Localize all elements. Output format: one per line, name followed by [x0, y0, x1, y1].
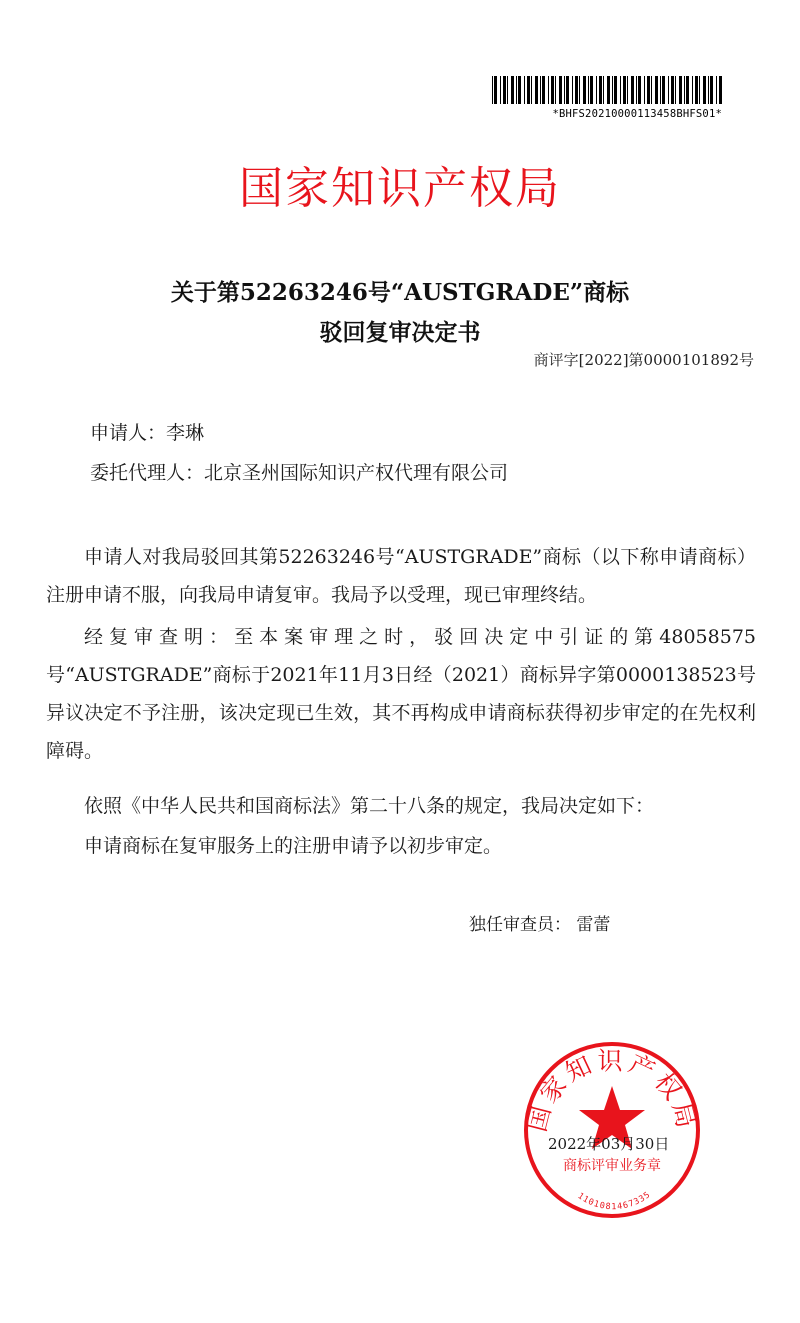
- barcode-bar: [518, 76, 521, 104]
- barcode-bar: [542, 76, 545, 104]
- examiner-signature: 独任审查员： 雷蕾: [469, 915, 611, 935]
- barcode-bar: [612, 76, 613, 104]
- barcode-bar: [631, 76, 634, 104]
- barcode-bar: [548, 76, 549, 104]
- barcode-bar: [527, 76, 530, 104]
- barcode-bar: [684, 76, 685, 104]
- barcode-bar: [695, 76, 698, 104]
- paragraph-4: 申请商标在复审服务上的注册申请予以初步审定。: [84, 835, 503, 857]
- barcode-bar: [507, 76, 508, 104]
- official-seal: [522, 1040, 702, 1220]
- barcode-bar: [583, 76, 586, 104]
- barcode-bar: [703, 76, 706, 104]
- barcode-bar: [535, 76, 538, 104]
- barcode-bar: [679, 76, 682, 104]
- barcode-bar: [675, 76, 676, 104]
- barcode-bar: [662, 76, 665, 104]
- barcode-text: *BHFS20210000113458BHFS01*: [552, 108, 722, 120]
- agent-line: 委托代理人：北京圣州国际知识产权代理有限公司: [90, 462, 509, 484]
- barcode-bar: [555, 76, 556, 104]
- barcode-bar: [686, 76, 689, 104]
- barcode-bar: [540, 76, 541, 104]
- barcode-bar: [492, 76, 493, 104]
- barcode-bar: [710, 76, 713, 104]
- barcode-bar: [660, 76, 661, 104]
- paragraph-1: 申请人对我局驳回其第52263246号“AUSTGRADE”商标（以下称申请商标）注册申请不服，向我局申请复审。我局予以受理，现已审理终结。: [46, 546, 756, 606]
- barcode-bar: [627, 76, 628, 104]
- barcode-bar: [511, 76, 514, 104]
- barcode-bar: [603, 76, 604, 104]
- barcode-bar: [636, 76, 637, 104]
- barcode-bar: [614, 76, 617, 104]
- svg-text:商标评审业务章: 商标评审业务章: [563, 1158, 661, 1174]
- barcode-bar: [599, 76, 602, 104]
- barcode-image: [492, 76, 724, 104]
- barcode-bar: [655, 76, 658, 104]
- barcode-bar: [516, 76, 517, 104]
- barcode-bar: [494, 76, 497, 104]
- barcode-bar: [579, 76, 580, 104]
- decision-date: 2022年03月30日: [548, 1135, 670, 1153]
- document-number: 商评字[2022]第0000101892号: [533, 351, 754, 369]
- agency-header: 国家知识产权局: [239, 163, 561, 214]
- barcode-bar: [596, 76, 597, 104]
- paragraph-3: 依照《中华人民共和国商标法》第二十八条的规定，我局决定如下：: [84, 795, 655, 817]
- barcode-bar: [531, 76, 532, 104]
- barcode-bar: [524, 76, 525, 104]
- barcode-bar: [719, 76, 722, 104]
- barcode-bar: [588, 76, 589, 104]
- barcode-bar: [708, 76, 709, 104]
- paragraph-2: 经复审查明：至本案审理之时，驳回决定中引证的第48058575号“AUSTGRADE”商标于2021年11月3日经（2021）商标异字第0000138523号异议决定不予注册，该决定现已生效，其不再构成申请商标获得初步审定的在先权利障碍。: [46, 626, 756, 762]
- barcode-bar: [668, 76, 669, 104]
- barcode-bar: [692, 76, 693, 104]
- applicant-line: 申请人：李琳: [90, 422, 205, 444]
- barcode-bar: [638, 76, 641, 104]
- barcode-bar: [575, 76, 578, 104]
- barcode-bar: [607, 76, 610, 104]
- document-title-line2: 驳回复审决定书: [319, 319, 481, 346]
- barcode-bar: [500, 76, 501, 104]
- barcode-bar: [716, 76, 717, 104]
- barcode-bar: [559, 76, 562, 104]
- barcode-bar: [671, 76, 674, 104]
- document-title-line1: 关于第52263246号“AUSTGRADE”商标: [170, 279, 630, 306]
- barcode-bar: [564, 76, 565, 104]
- barcode-bar: [651, 76, 652, 104]
- barcode-bar: [623, 76, 626, 104]
- barcode-bar: [644, 76, 645, 104]
- barcode-bar: [647, 76, 650, 104]
- svg-text:国家知识产权局: 国家知识产权局: [522, 1046, 702, 1135]
- barcode-bar: [566, 76, 569, 104]
- document-barcode: [492, 76, 728, 120]
- barcode-bar: [620, 76, 621, 104]
- barcode-bar: [572, 76, 573, 104]
- barcode-bar: [503, 76, 506, 104]
- svg-text:1101081467335: 1101081467335: [575, 1189, 653, 1213]
- seal-stamp-icon: [522, 1040, 702, 1220]
- barcode-bar: [551, 76, 554, 104]
- barcode-bar: [590, 76, 593, 104]
- barcode-bar: [699, 76, 700, 104]
